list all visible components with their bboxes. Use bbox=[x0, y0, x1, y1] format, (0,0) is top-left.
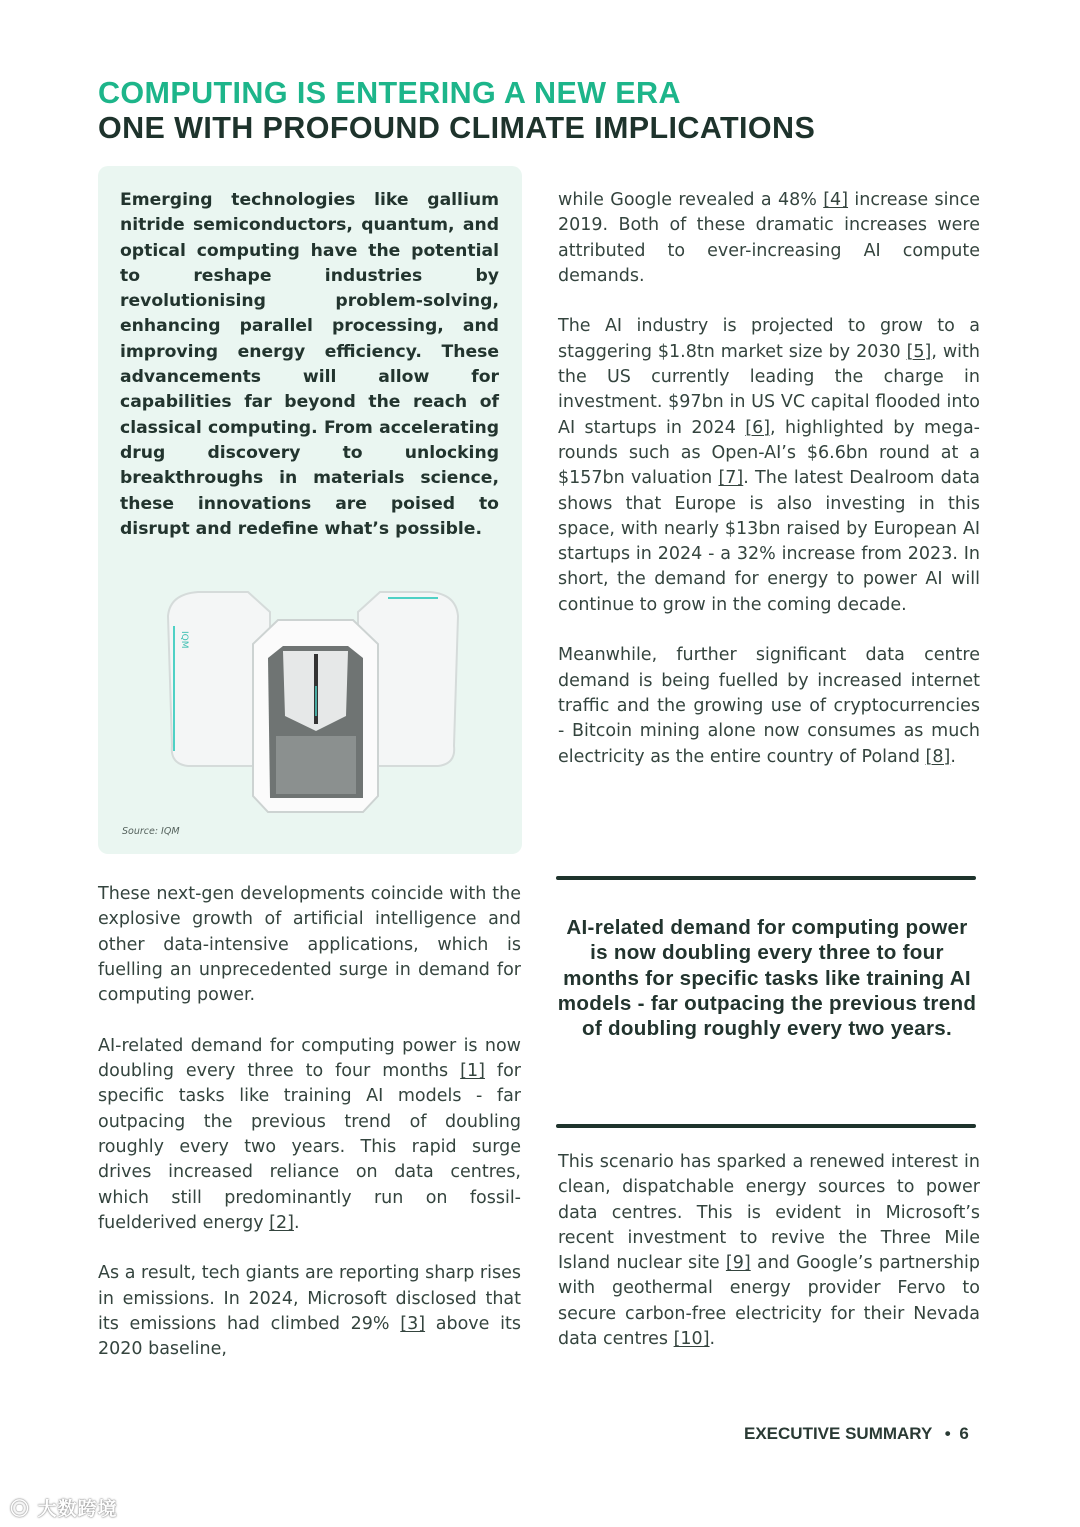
citation-link-9[interactable]: [9] bbox=[725, 1253, 751, 1274]
footer-section-label: EXECUTIVE SUMMARY bbox=[744, 1424, 932, 1443]
footer-separator: • bbox=[944, 1424, 951, 1443]
paragraph: AI-related demand for computing power is now doubling every three to four months [1] for specific tasks like training AI models - far outpacing the previous trend of doubling roughly every two years. This rapid surge drives increased reliance on data centres, which still predominantly run on fossil-fuelderived energy [2]. bbox=[98, 1035, 521, 1233]
citation-link-6[interactable]: [6] bbox=[745, 417, 771, 438]
page-title bbox=[98, 76, 815, 146]
paragraph: while Google revealed a 48% [4] increase since 2019. Both of these dramatic increases were attributed to ever-increasing AI compute demands. bbox=[558, 190, 980, 286]
divider-bottom bbox=[556, 1124, 976, 1128]
image-source-caption: Source: IQM bbox=[122, 826, 180, 837]
watermark-text: 大数跨境 bbox=[37, 1498, 118, 1520]
paragraph: The AI industry is projected to grow to a staggering $1.8tn market size by 2030 [5], with the US currently leading the charge in investment. $97bn in US VC capital flooded into AI startups in 2024 [6], highlighted by mega-rounds such as Open-AI’s $6.6bn round at a $157bn valuation [7]. The latest Dealroom data shows that Europe is also investing in this space, with nearly $13bn raised by European AI startups in 2024 - a 32% increase from 2023. In short, the demand for energy to power AI will continue to grow in the coming decade. bbox=[558, 316, 981, 615]
pull-quote: AI-related demand for computing power is now doubling every three to four months for specific tasks like training AI models - far outpacing the previous trend of doubling roughly every two years. bbox=[557, 916, 977, 1041]
citation-link-1[interactable]: [1] bbox=[460, 1061, 485, 1082]
right-column-bottom bbox=[558, 1150, 980, 1378]
quantum-computer-image bbox=[158, 576, 468, 816]
citation-link-10[interactable]: [10] bbox=[673, 1329, 710, 1350]
paragraph: This scenario has sparked a renewed interest in clean, dispatchable energy sources to power data centres. This is evident in Microsoft’s recent investment to revive the Three Mile Island nuclear site [9] and Google’s partnership with geothermal energy provider Fervo to secure carbon-free electricity for their Nevada data centres [10]. bbox=[558, 1152, 981, 1350]
right-column-top bbox=[558, 188, 980, 795]
watermark bbox=[10, 1494, 118, 1521]
left-column bbox=[98, 882, 521, 1388]
citation-link-5[interactable]: [5] bbox=[906, 341, 932, 362]
citation-link-8[interactable]: [8] bbox=[925, 746, 951, 767]
citation-link-4[interactable]: [4] bbox=[823, 190, 849, 210]
paragraph: Meanwhile, further significant data centre demand is being fuelled by increased internet traffic and the growing use of cryptocurrencies - Bitcoin mining alone now consumes as much electricity as the entire country of Poland [8]. bbox=[558, 645, 980, 767]
citation-link-2[interactable]: [2] bbox=[269, 1212, 294, 1233]
divider-top bbox=[556, 876, 976, 880]
paragraph: As a result, tech giants are reporting sharp rises in emissions. In 2024, Microsoft disclosed that its emissions had climbed 29% [3] above its 2020 baseline, bbox=[98, 1263, 521, 1360]
iqm-label: IQM bbox=[179, 631, 189, 649]
page-number: 6 bbox=[959, 1424, 969, 1443]
watermark-logo-icon: ⦿ bbox=[10, 1498, 31, 1520]
citation-link-3[interactable]: [3] bbox=[400, 1314, 426, 1335]
page-footer bbox=[744, 1424, 969, 1444]
callout-box bbox=[98, 166, 522, 854]
citation-link-7[interactable]: [7] bbox=[718, 468, 744, 489]
paragraph: These next-gen developments coincide with the explosive growth of artificial intelligence and other data-intensive applications, which is fuelling an unprecedented surge in demand for computing power. bbox=[98, 884, 521, 1006]
callout-text: Emerging technologies like gallium nitride semiconductors, quantum, and optical computing have the potential to reshape industries by revolutionising problem-solving, enhancing parallel processing, and improving energy efficiency. These advancements will allow for capabilities far beyond the reach of classical computing. From accelerating drug discovery to unlocking breakthroughs in materials science, these innovations are poised to disrupt and redefine what’s possible. bbox=[120, 190, 499, 539]
title-line-2: ONE WITH PROFOUND CLIMATE IMPLICATIONS bbox=[98, 111, 816, 145]
title-line-1: COMPUTING IS ENTERING A NEW ERA bbox=[98, 76, 681, 110]
